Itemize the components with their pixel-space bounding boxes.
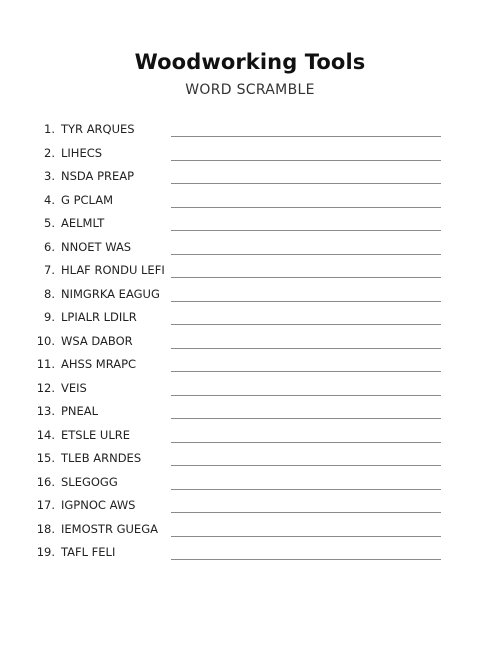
item-number: 14. [36, 427, 55, 442]
item-number: 13. [36, 404, 55, 418]
answer-line [171, 136, 441, 137]
scramble-row [0, 540, 500, 564]
scramble-row [0, 141, 500, 165]
scramble-row [0, 235, 500, 259]
answer-line [171, 277, 441, 278]
item-number: 11. [36, 357, 55, 371]
answer-line [171, 442, 441, 443]
scramble-row [0, 399, 500, 423]
answer-line [171, 418, 441, 419]
scrambled-word: IGPNOC AWS [61, 498, 136, 512]
scrambled-word: LPIALR LDILR [61, 310, 137, 324]
item-number: 4. [44, 192, 55, 207]
item-number: 8. [44, 286, 55, 301]
scramble-row [0, 282, 500, 306]
answer-line [171, 395, 441, 396]
answer-line [171, 559, 441, 560]
item-number: 7. [44, 263, 55, 277]
answer-line [171, 301, 441, 302]
answer-line [171, 160, 441, 161]
answer-line [171, 207, 441, 208]
scramble-row [0, 188, 500, 212]
scrambled-word: TYR ARQUES [61, 122, 135, 136]
item-number: 1. [44, 122, 55, 136]
scramble-row [0, 376, 500, 400]
scrambled-word: AELMLT [61, 216, 105, 230]
scrambled-word: NIMGRKA EAGUG [61, 286, 160, 301]
item-number: 12. [36, 380, 55, 395]
scramble-row [0, 305, 500, 329]
item-number: 10. [36, 333, 55, 348]
scrambled-word: G PCLAM [61, 192, 113, 207]
scrambled-word: TLEB ARNDES [61, 451, 142, 465]
item-number: 15. [36, 451, 55, 465]
item-number: 18. [36, 521, 55, 536]
page-title: Woodworking Tools [134, 50, 366, 74]
answer-line [171, 465, 441, 466]
scrambled-word: NNOET WAS [61, 239, 132, 254]
scramble-row [0, 470, 500, 494]
item-number: 6. [44, 239, 55, 254]
answer-line [171, 371, 441, 372]
page-subtitle: WORD SCRAMBLE [185, 82, 315, 98]
scramble-row [0, 423, 500, 447]
scrambled-word: ETSLE ULRE [61, 427, 130, 442]
scramble-row [0, 352, 500, 376]
item-number: 2. [44, 145, 55, 160]
answer-line [171, 230, 441, 231]
answer-line [171, 536, 441, 537]
scrambled-word: AHSS MRAPC [61, 357, 137, 371]
scrambled-word: SLEGOGG [61, 474, 118, 489]
scrambled-word: HLAF RONDU LEFI [61, 263, 165, 277]
answer-line [171, 348, 441, 349]
item-number: 17. [36, 498, 55, 512]
scramble-row [0, 493, 500, 517]
item-number: 3. [44, 169, 55, 183]
item-number: 9. [44, 310, 55, 324]
scramble-row [0, 446, 500, 470]
item-number: 5. [44, 216, 55, 230]
scramble-row [0, 211, 500, 235]
scramble-row [0, 329, 500, 353]
answer-line [171, 512, 441, 513]
scrambled-word: WSA DABOR [61, 333, 133, 348]
scramble-list [0, 117, 500, 564]
scrambled-word: VEIS [61, 380, 87, 395]
scrambled-word: NSDA PREAP [61, 169, 135, 183]
item-number: 19. [36, 545, 55, 559]
scramble-row [0, 117, 500, 141]
scrambled-word: IEMOSTR GUEGA [61, 521, 158, 536]
answer-line [171, 324, 441, 325]
scrambled-word: LIHECS [61, 145, 103, 160]
scrambled-word: TAFL FELI [61, 545, 116, 559]
answer-line [171, 254, 441, 255]
answer-line [171, 489, 441, 490]
item-number: 16. [36, 474, 55, 489]
scrambled-word: PNEAL [61, 404, 99, 418]
answer-line [171, 183, 441, 184]
scramble-row [0, 164, 500, 188]
scramble-row [0, 258, 500, 282]
scramble-row [0, 517, 500, 541]
